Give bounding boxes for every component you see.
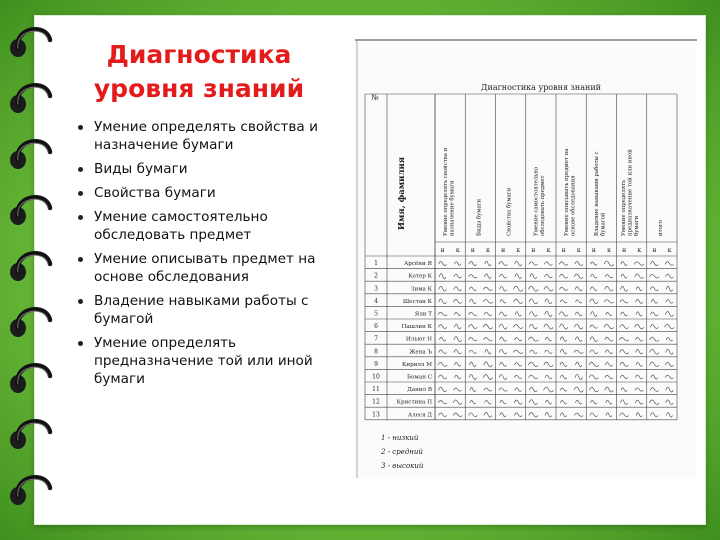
handwritten-mark: [605, 350, 612, 354]
scan-column-header: Свойства бумаги: [506, 187, 513, 236]
handwritten-mark: [635, 337, 642, 341]
handwritten-mark: [574, 387, 583, 392]
handwritten-mark: [650, 287, 658, 291]
handwritten-mark: [469, 287, 476, 291]
scan-column-header: Виды бумаги: [476, 198, 483, 236]
scan-legend-item: 1 - низкий: [381, 433, 419, 442]
handwritten-mark: [636, 362, 642, 366]
scan-row-name: Жена Ъ: [409, 349, 432, 356]
handwritten-mark: [559, 274, 567, 278]
handwritten-mark: [604, 324, 614, 328]
scan-row-number: 10: [372, 373, 380, 381]
handwritten-mark: [545, 400, 551, 404]
handwritten-mark: [575, 337, 582, 342]
handwritten-mark: [439, 274, 446, 279]
handwritten-mark: [529, 375, 539, 379]
title-line-1: Диагностика: [106, 40, 292, 69]
handwritten-mark: [635, 375, 643, 379]
handwritten-mark: [485, 400, 491, 404]
handwritten-mark: [621, 262, 627, 266]
handwritten-mark: [559, 262, 568, 265]
handwritten-mark: [620, 413, 629, 417]
handwritten-mark: [530, 350, 538, 354]
scan-column-header: Владение навыками работы сбумагой: [594, 151, 607, 236]
ring-icon: [10, 85, 50, 113]
scan-row-name: Яли Т: [414, 311, 432, 318]
handwritten-mark: [529, 262, 538, 265]
handwritten-mark: [666, 412, 672, 417]
handwritten-mark: [454, 324, 460, 329]
ring-icon: [10, 197, 50, 225]
handwritten-mark: [438, 400, 446, 403]
handwritten-mark: [606, 413, 612, 417]
scan-row-number: 5: [374, 310, 378, 318]
handwritten-mark: [619, 337, 628, 340]
handwritten-mark: [500, 300, 506, 303]
handwritten-mark: [513, 325, 523, 329]
handwritten-mark: [485, 349, 491, 354]
handwritten-mark: [650, 312, 658, 316]
handwritten-mark: [470, 388, 476, 392]
handwritten-mark: [545, 412, 552, 417]
scan-row-number: 9: [374, 360, 378, 368]
handwritten-mark: [650, 349, 660, 354]
scan-row-name: Кирилл М: [402, 361, 432, 368]
handwritten-mark: [515, 261, 522, 266]
handwritten-mark: [560, 300, 567, 303]
scan-row-number: 7: [374, 335, 378, 343]
scan-row-number: 2: [374, 272, 378, 280]
handwritten-mark: [454, 262, 460, 266]
handwritten-mark: [544, 387, 554, 392]
handwritten-mark: [483, 287, 492, 290]
handwritten-mark: [499, 274, 506, 278]
handwritten-mark: [439, 299, 447, 304]
handwritten-mark: [559, 312, 568, 316]
handwritten-mark: [590, 299, 598, 304]
handwritten-mark: [514, 413, 522, 417]
title-line-2: уровня знаний: [93, 74, 305, 103]
scan-subheader: к: [667, 247, 672, 254]
handwritten-mark: [620, 375, 628, 378]
handwritten-mark: [483, 375, 492, 380]
handwritten-mark: [559, 324, 567, 329]
handwritten-mark: [560, 337, 567, 341]
handwritten-mark: [499, 350, 507, 354]
handwritten-mark: [666, 286, 672, 291]
handwritten-mark: [636, 299, 643, 303]
handwritten-mark: [500, 337, 507, 341]
handwritten-mark: [515, 363, 522, 366]
handwritten-mark: [575, 400, 582, 404]
handwritten-mark: [650, 388, 659, 392]
handwritten-mark: [438, 387, 446, 391]
handwritten-mark: [665, 262, 674, 266]
handwritten-mark: [590, 413, 598, 417]
bullet-item: Владение навыками работы с бумагой: [74, 292, 342, 328]
scan-subheader: н: [561, 247, 566, 254]
scan-row-number: 6: [374, 323, 378, 331]
handwritten-mark: [455, 375, 461, 378]
handwritten-mark: [439, 325, 447, 329]
handwritten-mark: [665, 312, 673, 317]
bullet-list: [74, 118, 342, 394]
handwritten-mark: [439, 413, 447, 417]
scan-row-name: Зима К: [410, 286, 432, 293]
handwritten-mark: [650, 325, 658, 329]
handwritten-mark: [544, 362, 553, 366]
handwritten-mark: [574, 350, 583, 353]
handwritten-mark: [621, 286, 628, 291]
handwritten-mark: [621, 312, 628, 316]
handwritten-mark: [635, 324, 644, 329]
handwritten-mark: [589, 362, 599, 366]
scan-row-name: Боман С: [407, 374, 432, 381]
handwritten-mark: [545, 299, 552, 304]
handwritten-mark: [469, 312, 477, 315]
handwritten-mark: [484, 412, 492, 417]
handwritten-mark: [514, 299, 523, 303]
handwritten-mark: [576, 300, 582, 303]
handwritten-mark: [500, 362, 507, 366]
handwritten-mark: [439, 337, 445, 341]
handwritten-mark: [499, 324, 507, 329]
handwritten-mark: [620, 400, 627, 405]
scan-row-name: Данил В: [407, 387, 432, 394]
handwritten-mark: [529, 413, 538, 417]
handwritten-mark: [469, 413, 477, 417]
handwritten-mark: [454, 337, 462, 342]
handwritten-mark: [605, 362, 612, 366]
handwritten-mark: [620, 350, 629, 354]
handwritten-mark: [528, 362, 538, 366]
scan-subheader: н: [591, 247, 596, 254]
handwritten-mark: [544, 324, 553, 329]
scan-row-number: 11: [372, 386, 380, 394]
handwritten-mark: [590, 337, 597, 342]
handwritten-mark: [545, 311, 552, 316]
handwritten-mark: [468, 325, 477, 329]
handwritten-mark: [620, 325, 629, 329]
handwritten-mark: [545, 375, 552, 379]
handwritten-mark: [514, 400, 522, 404]
handwritten-mark: [515, 274, 521, 279]
scan-row-name: Алеся Д: [407, 412, 432, 419]
handwritten-mark: [650, 261, 658, 265]
handwritten-mark: [589, 375, 598, 379]
handwritten-mark: [635, 400, 643, 404]
ring-icon: [10, 29, 50, 57]
handwritten-mark: [636, 287, 642, 291]
scan-column-header: итого: [657, 220, 664, 236]
handwritten-mark: [438, 375, 446, 379]
handwritten-mark: [439, 261, 447, 265]
handwritten-mark: [575, 287, 582, 291]
handwritten-mark: [545, 337, 551, 341]
handwritten-mark: [575, 362, 582, 366]
ring-icon: [10, 253, 50, 281]
scanned-diagnostic-table: [355, 38, 697, 478]
handwritten-mark: [560, 349, 567, 354]
handwritten-mark: [454, 287, 462, 291]
handwritten-mark: [606, 400, 612, 404]
ring-icon: [10, 365, 50, 393]
scan-row-number: 4: [374, 297, 378, 305]
ring-icon: [10, 309, 50, 337]
handwritten-mark: [484, 337, 493, 340]
handwritten-mark: [666, 274, 674, 278]
scan-row-number: 3: [374, 285, 378, 293]
handwritten-mark: [544, 287, 553, 291]
scan-subheader: к: [455, 247, 460, 254]
handwritten-mark: [529, 400, 537, 405]
handwritten-mark: [651, 299, 657, 303]
scan-row-name: Ильют Н: [405, 336, 432, 343]
scan-subheader: н: [531, 247, 536, 254]
handwritten-mark: [590, 287, 597, 291]
handwritten-mark: [438, 312, 447, 315]
scan-column-header: Умение определять свойства иназначение бумаги: [442, 147, 456, 236]
handwritten-mark: [665, 362, 673, 366]
handwritten-mark: [649, 274, 659, 278]
scan-subheader: к: [607, 247, 611, 254]
handwritten-mark: [468, 337, 477, 340]
handwritten-mark: [650, 362, 659, 367]
handwritten-mark: [454, 388, 462, 391]
scan-row-number: 1: [374, 260, 378, 268]
handwritten-mark: [453, 400, 462, 404]
handwritten-mark: [528, 337, 538, 341]
handwritten-mark: [499, 388, 507, 391]
handwritten-mark: [483, 324, 493, 328]
scan-column-header: Умение определятьпредназначение той или инойбумаги: [621, 149, 641, 236]
handwritten-mark: [544, 274, 552, 278]
scan-subheader: н: [470, 247, 475, 254]
handwritten-mark: [515, 338, 522, 341]
scan-heading: Диагностика уровня знаний: [480, 83, 602, 92]
handwritten-mark: [513, 350, 523, 353]
handwritten-mark: [499, 312, 507, 316]
handwritten-mark: [560, 413, 566, 417]
handwritten-mark: [545, 350, 553, 353]
handwritten-mark: [589, 387, 598, 392]
handwritten-mark: [650, 337, 660, 341]
handwritten-mark: [500, 286, 507, 291]
handwritten-mark: [560, 400, 566, 403]
handwritten-mark: [454, 299, 462, 303]
handwritten-mark: [438, 362, 447, 366]
handwritten-mark: [635, 274, 644, 278]
handwritten-mark: [651, 375, 658, 379]
handwritten-mark: [484, 388, 492, 391]
scan-column-header: Умение самостоятельнообследовать предмет: [533, 166, 547, 236]
handwritten-mark: [665, 375, 673, 379]
scan-row-number: 8: [374, 348, 378, 356]
bullet-item: Умение определять предназначение той или иной бумаги: [74, 334, 342, 388]
handwritten-mark: [485, 261, 491, 266]
handwritten-mark: [469, 274, 477, 278]
handwritten-mark: [666, 337, 672, 340]
handwritten-mark: [620, 300, 628, 303]
handwritten-mark: [650, 400, 660, 404]
handwritten-mark: [590, 350, 598, 354]
handwritten-mark: [605, 337, 613, 341]
handwritten-mark: [529, 299, 538, 304]
handwritten-mark: [666, 387, 673, 392]
handwritten-mark: [574, 324, 583, 329]
handwritten-mark: [560, 375, 566, 379]
handwritten-mark: [636, 413, 642, 417]
scan-row-number: 12: [372, 398, 380, 406]
handwritten-mark: [591, 274, 598, 278]
handwritten-mark: [514, 375, 522, 378]
handwritten-mark: [575, 262, 583, 266]
handwritten-mark: [590, 325, 598, 328]
handwritten-mark: [529, 324, 537, 328]
handwritten-mark: [636, 350, 643, 354]
handwritten-mark: [560, 362, 567, 366]
ring-icon: [10, 421, 50, 449]
handwritten-mark: [469, 350, 476, 353]
scan-subheader: к: [516, 247, 521, 254]
handwritten-mark: [635, 388, 643, 391]
handwritten-mark: [530, 274, 537, 279]
ring-icon: [10, 477, 50, 505]
handwritten-mark: [605, 387, 613, 392]
handwritten-mark: [439, 350, 447, 354]
bullet-item: Умение самостоятельно обследовать предмет: [74, 208, 342, 244]
scan-subheader: н: [622, 247, 627, 254]
handwritten-mark: [454, 274, 462, 278]
scan-row-number: 13: [372, 411, 380, 419]
ring-icon: [10, 141, 50, 169]
scan-num-header: №: [371, 93, 379, 102]
handwritten-mark: [591, 312, 597, 317]
handwritten-mark: [591, 400, 597, 404]
handwritten-mark: [560, 388, 567, 391]
handwritten-mark: [483, 300, 493, 304]
bullet-item: Свойства бумаги: [74, 184, 342, 202]
handwritten-mark: [484, 312, 492, 315]
handwritten-mark: [454, 350, 462, 354]
scan-subheader: н: [440, 247, 445, 254]
handwritten-mark: [485, 274, 492, 279]
handwritten-mark: [470, 362, 477, 367]
bullet-item: Виды бумаги: [74, 160, 342, 178]
scan-subheader: к: [637, 247, 642, 254]
handwritten-mark: [500, 413, 506, 417]
scan-legend-item: 3 - высокий: [381, 461, 424, 470]
handwritten-mark: [590, 262, 597, 265]
handwritten-mark: [515, 388, 521, 392]
handwritten-mark: [529, 312, 537, 317]
handwritten-mark: [604, 261, 614, 266]
handwritten-mark: [513, 286, 522, 291]
handwritten-mark: [666, 400, 673, 405]
handwritten-mark: [484, 362, 492, 367]
handwritten-mark: [470, 400, 476, 404]
handwritten-mark: [500, 400, 506, 404]
slide-title: [54, 38, 344, 106]
handwritten-mark: [665, 324, 675, 329]
handwritten-mark: [636, 312, 642, 316]
bullet-item: Умение определять свойства и назначение бумаги: [74, 118, 342, 154]
handwritten-mark: [604, 300, 613, 303]
handwritten-mark: [621, 274, 627, 278]
handwritten-mark: [469, 262, 477, 266]
scan-subheader: к: [486, 247, 490, 254]
handwritten-mark: [470, 299, 477, 304]
handwritten-mark: [650, 413, 658, 417]
handwritten-mark: [605, 286, 614, 291]
handwritten-mark: [574, 413, 583, 416]
handwritten-mark: [575, 374, 582, 379]
handwritten-mark: [515, 312, 521, 317]
scan-subheader: к: [576, 247, 581, 254]
scan-subheader: н: [652, 247, 657, 254]
handwritten-mark: [455, 363, 461, 366]
handwritten-mark: [559, 287, 567, 290]
scan-row-name: Котер К: [408, 273, 432, 280]
handwritten-mark: [605, 375, 613, 378]
handwritten-mark: [453, 413, 462, 417]
handwritten-mark: [634, 262, 644, 265]
handwritten-mark: [499, 375, 507, 380]
handwritten-mark: [666, 349, 674, 354]
handwritten-mark: [544, 262, 552, 266]
scan-subheader: н: [501, 247, 506, 254]
handwritten-mark: [620, 362, 628, 366]
scan-legend-item: 2 - средний: [381, 447, 423, 456]
scan-row-name: Пашлин К: [401, 324, 432, 331]
bullet-item: Умение описывать предмет на основе обследования: [74, 250, 342, 286]
handwritten-mark: [454, 312, 461, 315]
scan-row-name: Кристина П: [396, 399, 432, 406]
scan-row-name: Шестан К: [402, 298, 432, 305]
scan-column-header: Умение описывать предмет наоснове обследования: [563, 148, 577, 236]
handwritten-mark: [469, 375, 477, 380]
handwritten-mark: [606, 312, 612, 315]
scan-name-header: Имя, фамилия: [397, 156, 407, 230]
handwritten-mark: [666, 300, 673, 304]
handwritten-mark: [529, 387, 537, 391]
handwritten-mark: [574, 274, 583, 278]
handwritten-mark: [575, 312, 582, 316]
scan-subheader: к: [546, 247, 551, 254]
handwritten-mark: [621, 388, 627, 392]
handwritten-mark: [605, 275, 613, 278]
handwritten-mark: [528, 286, 538, 291]
handwritten-mark: [439, 286, 447, 291]
scan-row-name: Арсёни Я: [403, 261, 432, 268]
handwritten-mark: [499, 262, 507, 266]
